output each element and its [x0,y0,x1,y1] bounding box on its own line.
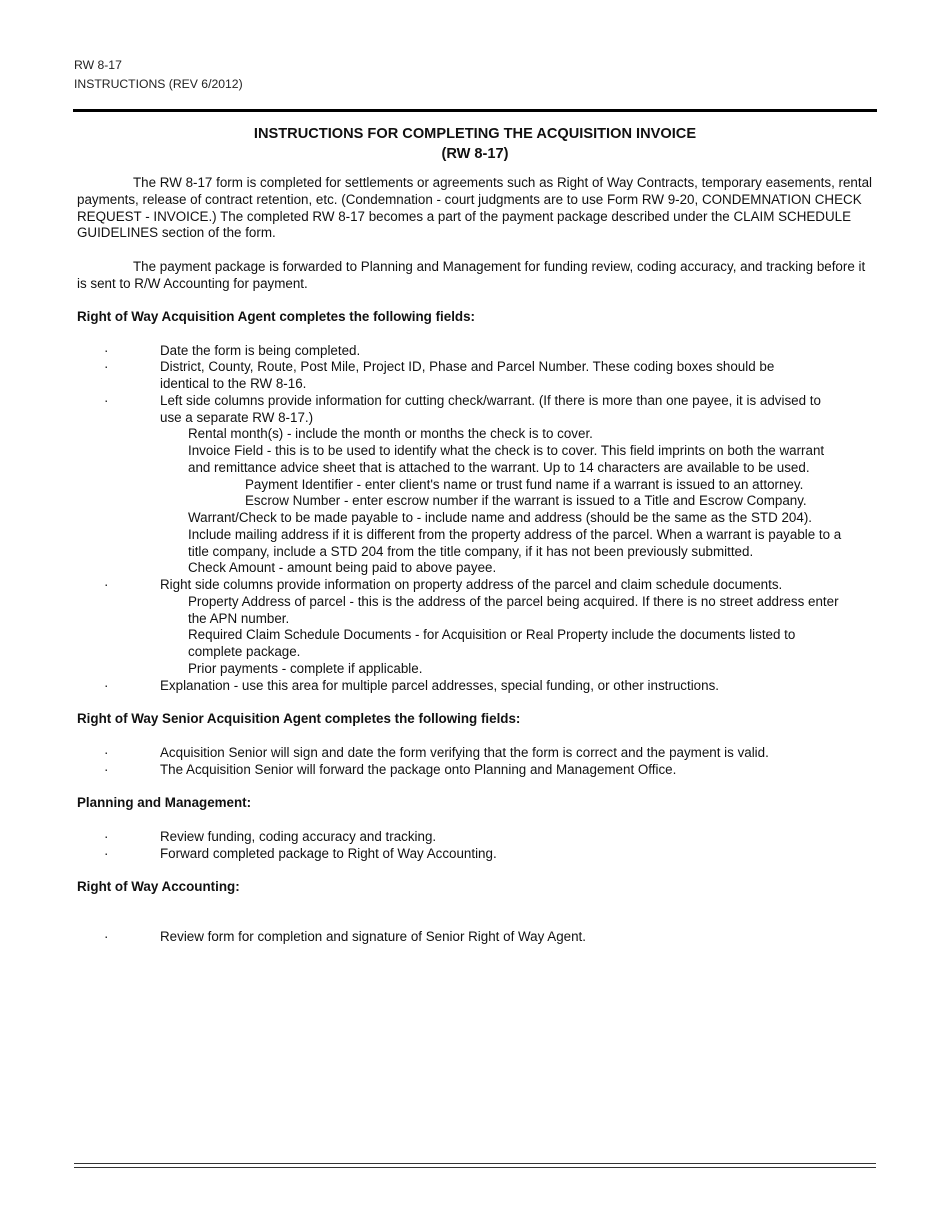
sub-item: Property Address of parcel - this is the address of the parcel being acquired. If there is no street address enter [188,594,839,609]
list-item: District, County, Route, Post Mile, Project ID, Phase and Parcel Number. These coding boxes should be [160,359,775,374]
sub-item-continuation: and remittance advice sheet that is attached to the warrant. Up to 14 characters are available to be used. [188,460,810,475]
sub-item: Warrant/Check to be made payable to - include name and address (should be the same as the STD 204). [188,510,812,525]
sub-item: Include mailing address if it is different from the property address of the parcel. When a warrant is payable to a [188,527,842,542]
form-code: RW 8-17 [74,58,122,72]
bullet-marker: · [104,846,109,861]
sub-item: Check Amount - amount being paid to above payee. [188,560,497,575]
planning-section-heading: Planning and Management: [77,795,252,810]
list-item: The Acquisition Senior will forward the package onto Planning and Management Office. [160,762,677,777]
list-item: Left side columns provide information for cutting check/warrant. (If there is more than one payee, it is advised to [160,393,821,408]
top-rule [73,109,877,112]
list-item: Forward completed package to Right of Way Accounting. [160,846,497,861]
bullet-marker: · [104,929,109,944]
list-item: Right side columns provide information on property address of the parcel and claim schedule documents. [160,577,783,592]
bullet-marker: · [104,678,109,693]
sub-item: Rental month(s) - include the month or months the check is to cover. [188,426,593,441]
list-item: Date the form is being completed. [160,343,361,358]
bullet-marker: · [104,359,109,374]
intro-paragraph-1: The RW 8-17 form is completed for settlements or agreements such as Right of Way Contracts, temporary easements, rental payments, release of contract retention, etc. (Condemnation - court judgments are to use Form RW 9-20, CONDEMNATION CHECK REQUEST - INVOICE.) The completed RW 8-17 becomes a part of the payment package described under the CLAIM SCHEDULE GUIDELINES section of the form. [77,175,873,241]
page-subtitle: (RW 8-17) [441,146,509,162]
sub-item: Prior payments - complete if applicable. [188,661,423,676]
sub-item: Required Claim Schedule Documents - for Acquisition or Real Property include the documents listed to [188,627,796,642]
bullet-marker: · [104,829,109,844]
list-item: Review funding, coding accuracy and tracking. [160,829,437,844]
footer-rule-bottom [74,1167,876,1168]
sub-item: Invoice Field - this is to be used to identify what the check is to cover. This field imprints on both the warrant [188,443,825,458]
bullet-marker: · [104,745,109,760]
sub-item-continuation: title company, include a STD 204 from the title company, if it has not been previously submitted. [188,544,754,559]
revision-label: INSTRUCTIONS (REV 6/2012) [74,77,243,91]
list-item-continuation: identical to the RW 8-16. [160,376,307,391]
sub-sub-item: Escrow Number - enter escrow number if the warrant is issued to a Title and Escrow Company. [245,493,807,508]
bullet-marker: · [104,393,109,408]
agent-section-heading: Right of Way Acquisition Agent completes the following fields: [77,309,475,324]
list-item: Explanation - use this area for multiple parcel addresses, special funding, or other instructions. [160,678,719,693]
footer-rule-top [74,1163,876,1164]
intro-paragraph-2: The payment package is forwarded to Planning and Management for funding review, coding accuracy, and tracking before it is sent to R/W Accounting for payment. [77,259,866,291]
list-item: Review form for completion and signature of Senior Right of Way Agent. [160,929,586,944]
sub-item-continuation: the APN number. [188,611,290,626]
bullet-marker: · [104,762,109,777]
list-item: Acquisition Senior will sign and date the form verifying that the form is correct and the payment is valid. [160,745,769,760]
list-item-continuation: use a separate RW 8-17.) [160,410,314,425]
bullet-marker: · [104,577,109,592]
accounting-section-heading: Right of Way Accounting: [77,879,240,894]
sub-sub-item: Payment Identifier - enter client's name or trust fund name if a warrant is issued to an attorney. [245,477,804,492]
senior-section-heading: Right of Way Senior Acquisition Agent completes the following fields: [77,711,521,726]
page-title: INSTRUCTIONS FOR COMPLETING THE ACQUISITION INVOICE [253,126,697,142]
bullet-marker: · [104,343,109,358]
sub-item-continuation: complete package. [188,644,301,659]
